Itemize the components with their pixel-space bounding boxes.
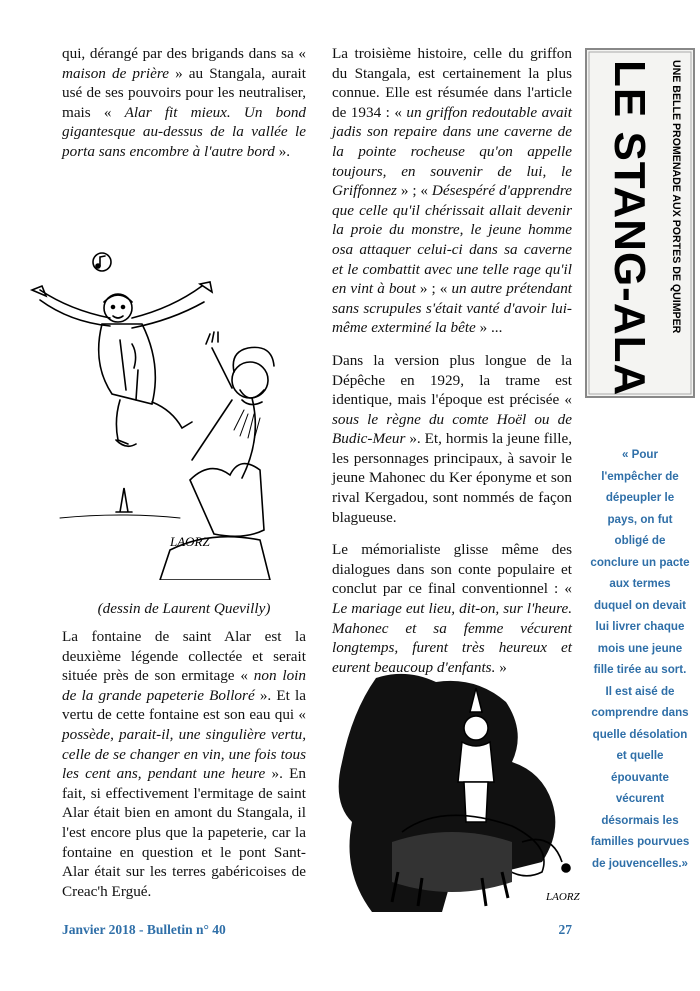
newspaper-headline-image <box>585 48 695 398</box>
text-run: » au Stangala, aurait usé de ses pouvoirs pour les neutraliser, mais « <box>62 64 306 121</box>
text-run: ». En fait, si effectivement l'ermitage de saint Alar était bien en amont du Stangala, il l'est encore plus que la papeterie, car la fontaine en question et le pont Sant-Alar était sur les terres gabéricoises de Creac'h Ergué. <box>62 765 306 900</box>
illustration-caption: (dessin de Laurent Quevilly) <box>97 600 271 617</box>
pull-quote: « Pour l'empêcher de dépeupler le pays, on fut obligé de conclure un pacte aux termes duquel on devait lui livrer chaque mois une jeune fille tirée au sort. Il est aisé de comprendre dans quelle désolation et quelle épouvante vécurent désormais les familles pourvues de jouvencelles.» <box>590 448 690 870</box>
column-right <box>332 44 572 690</box>
text-run: ». Et, hormis la jeune fille, les personnages principaux, à savoir le jeune Mahonec du Ker éponyme et son rival Kergadou, sont nommés de façon blagueuse. <box>332 430 572 526</box>
text-run: Dans la version plus longue de la Dépêche en 1929, la trame est identique, mais l'époque est précisée « <box>332 351 572 409</box>
italic-quote-run: un autre prétendant sans scrupules s'était vanté d'avoir lui-même exterminé la bête <box>332 280 573 337</box>
page-number: 27 <box>558 922 572 937</box>
paragraph <box>62 44 306 162</box>
headline-text: LE STANG-ALA <box>605 60 654 397</box>
text-run: » ; « <box>396 182 432 200</box>
signature-text: LAORZ <box>170 534 210 549</box>
italic-quote-run: Le mariage eut lieu, dit-on, sur l'heure. Mahonec et sa femme vécurent longtemps, furent très heureux et eurent beaucoup d'enfants. <box>332 600 572 676</box>
text-run: qui, dérangé par des brigands dans sa « <box>62 45 306 62</box>
paragraph <box>332 540 572 677</box>
paragraph <box>62 627 306 901</box>
paragraph <box>332 44 572 338</box>
italic-quote-run: un griffon redoutable avait jadis son repaire dans une caverne de la pointe rocheuse qu'on appelle toujours, en souvenir de lui, le Griffonnez <box>332 103 572 200</box>
monk-leaping-cartoon <box>20 250 306 580</box>
griffon-maiden-cartoon <box>332 672 580 912</box>
italic-quote-run: non loin de la grande papeterie Bolloré <box>62 667 306 704</box>
text-run: ». <box>274 142 291 160</box>
italic-quote-run: Désespéré d'apprendre que celle qu'il chérissait allait devenir la proie du monstre, le jeune homme osa attaquer celui-ci dans sa caverne et le combattit avec une telle rage qu'il en vint à bout <box>332 182 572 298</box>
newspaper-clipping <box>585 48 695 398</box>
text-run: La fontaine de saint Alar est la deuxième légende collectée et serait située près de son ermitage « <box>62 628 306 685</box>
italic-quote-run: Alar fit mieux. Un bond gigantesque au-dessus de la vallée le porta sans encombre à l'autre bord <box>62 103 307 160</box>
text-run: La troisième histoire, celle du griffon du Stangala, est certainement la plus connue. Elle est résumée dans l'article de 1934 : « <box>332 45 572 121</box>
text-run: » ; « <box>415 280 452 298</box>
subline-text: UNE BELLE PROMENADE AUX PORTES DE QUIMPER <box>670 60 682 334</box>
bulletin-issue: Janvier 2018 - Bulletin n° 40 <box>62 922 226 937</box>
signature-text: LAORZ <box>546 891 580 903</box>
text-run: » ... <box>475 319 503 337</box>
page-footer <box>62 922 572 938</box>
text-run: Le mémorialiste glisse même des dialogues dans son conte populaire et conclut par ce final conventionnel : « <box>332 541 572 598</box>
italic-quote-run: possède, parait-il, une singulière vertu, celle de se changer en vin, une fois tous les cent ans, pendant une heure <box>62 725 306 783</box>
italic-quote-run: sous le règne du comte Hoël ou de Budic-Meur <box>332 410 572 448</box>
paragraph <box>332 351 572 527</box>
text-run: ». Et la vertu de cette fontaine est son eau qui « <box>62 686 306 724</box>
text-run: » <box>495 658 507 676</box>
italic-quote-run: maison de prière <box>62 64 169 82</box>
